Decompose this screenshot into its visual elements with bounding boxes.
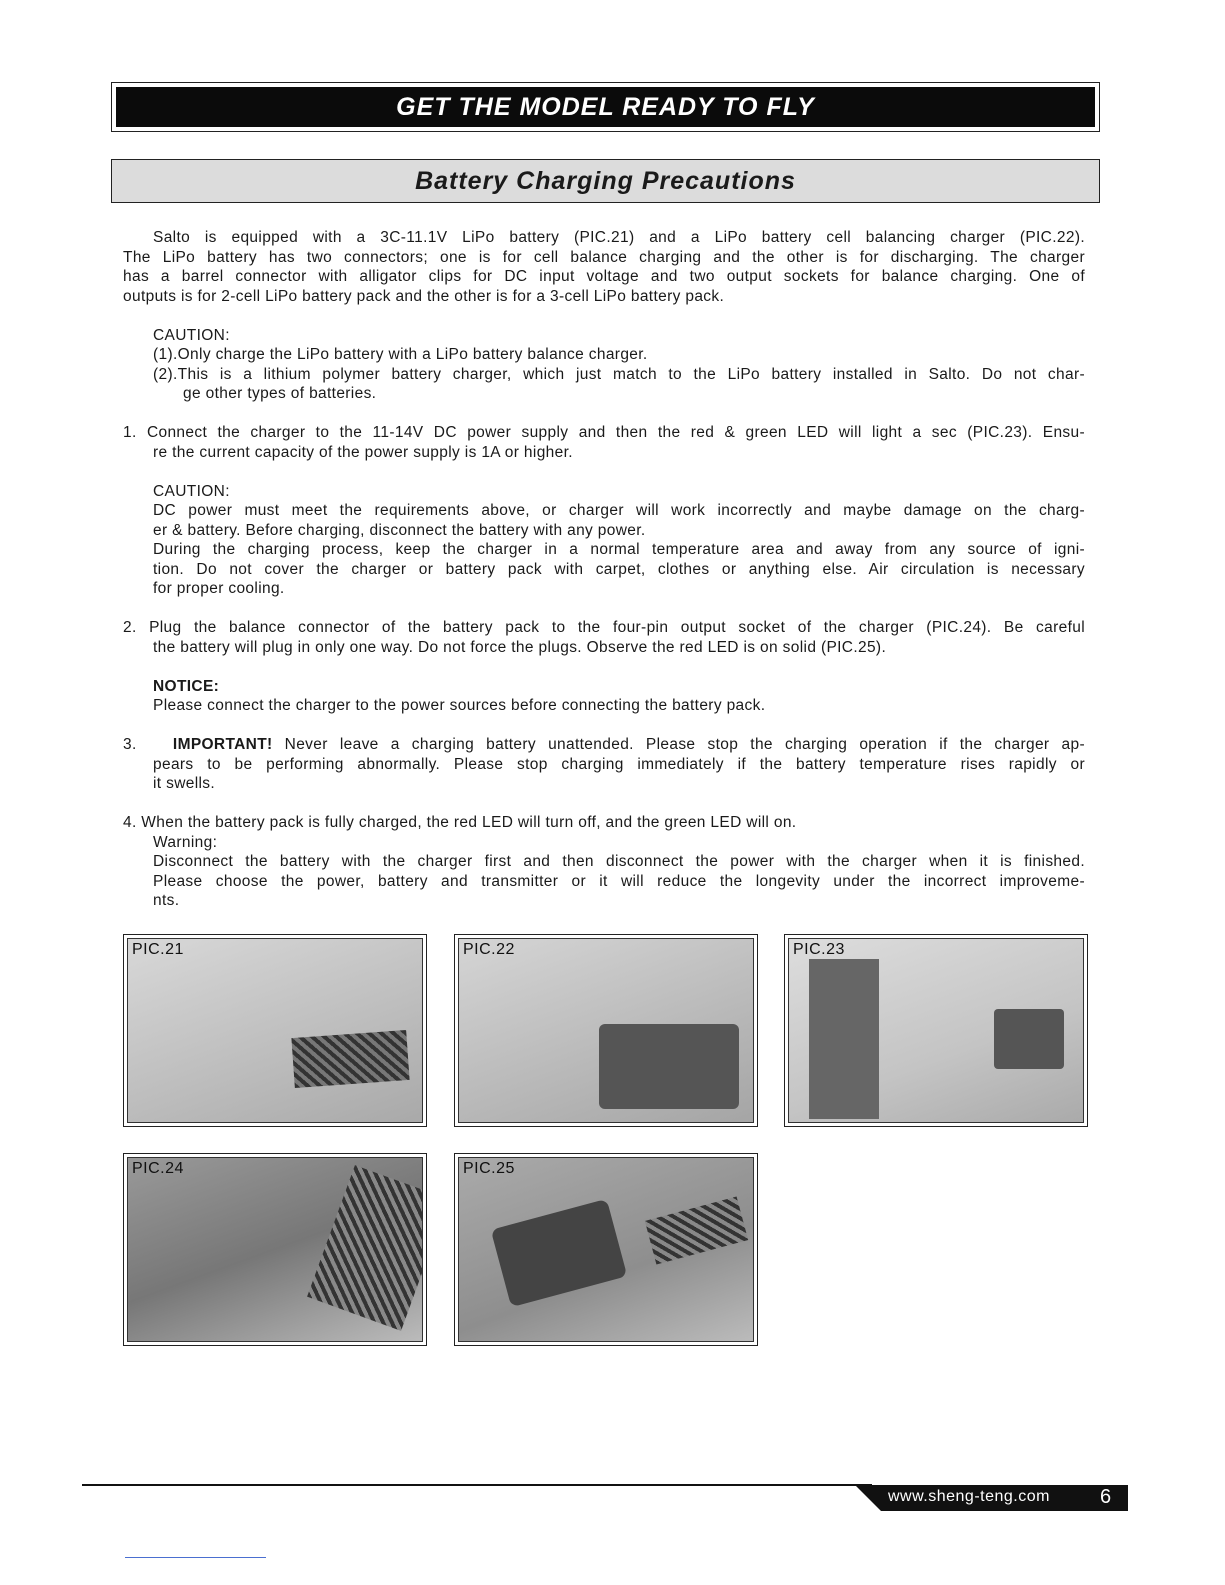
charger-image xyxy=(599,1024,739,1109)
section-title: Battery Charging Precautions xyxy=(415,166,796,195)
footer-rule xyxy=(82,1484,872,1486)
chapter-title: GET THE MODEL READY TO FLY xyxy=(396,92,815,121)
text-line xyxy=(153,326,1085,346)
picture-label: PIC.23 xyxy=(793,941,845,958)
line-text: (2).This is a lithium polymer battery charger, which just match to the LiPo battery installed in Salto. Do not char- xyxy=(153,365,1085,383)
line-text: The LiPo battery has two connectors; one is for cell balance charging and the other is for discharging. The charger xyxy=(123,248,1085,266)
text-line xyxy=(153,540,1085,560)
picture-charger xyxy=(454,934,758,1127)
line-text: ge other types of batteries. xyxy=(183,385,377,402)
body-text xyxy=(123,228,1085,911)
text-line xyxy=(153,833,1085,853)
text-line xyxy=(153,579,1085,599)
line-text: Salto is equipped with a 3C-11.1V LiPo battery (PIC.21) and a LiPo battery cell balancing charger (PIC.22). xyxy=(153,229,1085,246)
line-text: nts. xyxy=(153,892,180,909)
blank-line xyxy=(123,657,1085,677)
line-text: (1).Only charge the LiPo battery with a LiPo battery balance charger. xyxy=(153,346,648,363)
text-line xyxy=(153,891,1085,911)
text-line xyxy=(153,872,1085,892)
text-line xyxy=(123,423,1085,443)
text-line xyxy=(153,560,1085,580)
blank-line xyxy=(123,794,1085,814)
picture-battery xyxy=(123,934,427,1127)
text-line xyxy=(153,521,1085,541)
line-text: 4. When the battery pack is fully charged, the red LED will turn off, and the green LED will on. xyxy=(123,814,797,831)
picture-label: PIC.22 xyxy=(463,941,515,958)
battery-image xyxy=(307,1165,423,1331)
chapter-header xyxy=(111,82,1100,132)
text-line xyxy=(153,345,1085,365)
blank-line xyxy=(123,599,1085,619)
line-text: CAUTION: xyxy=(153,482,230,500)
picture-label: PIC.24 xyxy=(132,1160,184,1177)
blank-line xyxy=(123,462,1085,482)
power-supply-image xyxy=(809,959,879,1119)
picture-charging xyxy=(454,1153,758,1346)
text-line xyxy=(153,638,1085,658)
text-line xyxy=(153,677,1085,697)
page-number: 6 xyxy=(1100,1486,1112,1508)
list-number: 3. xyxy=(123,736,173,753)
divider xyxy=(125,1557,266,1558)
text-line xyxy=(153,482,1085,502)
blank-line xyxy=(123,306,1085,326)
line-text: Disconnect the battery with the charger first and then disconnect the power with the charger when it is finished. xyxy=(153,853,1085,870)
text-line xyxy=(153,443,1085,463)
text-line xyxy=(153,501,1085,521)
picture-label: PIC.21 xyxy=(132,941,184,958)
text-line xyxy=(123,813,1085,833)
line-text: 2. Plug the balance connector of the battery pack to the four-pin output socket of the charger (PIC.24). Be careful xyxy=(123,619,1085,636)
text-line xyxy=(153,755,1085,775)
picture-power-supply xyxy=(784,934,1088,1127)
line-text: the battery will plug in only one way. Do not force the plugs. Observe the red LED is on solid (PIC.25). xyxy=(153,638,887,656)
line-text: it swells. xyxy=(153,775,216,792)
line-text: for proper cooling. xyxy=(153,580,285,597)
text-line xyxy=(153,852,1085,872)
footer-url: www.sheng-teng.com xyxy=(888,1488,1050,1505)
picture-balance-connector xyxy=(123,1153,427,1346)
text-line xyxy=(123,248,1085,268)
blank-line xyxy=(123,404,1085,424)
charger-image xyxy=(491,1199,628,1307)
line-text: er & battery. Before charging, disconnect the battery with any power. xyxy=(153,521,646,539)
text-line xyxy=(123,735,1085,755)
picture-label: PIC.25 xyxy=(463,1160,515,1177)
text-line xyxy=(153,365,1085,385)
blank-line xyxy=(123,716,1085,736)
text-line xyxy=(123,618,1085,638)
battery-image xyxy=(291,1030,409,1088)
text-line xyxy=(183,384,1085,404)
text-line xyxy=(123,287,1085,307)
line-text: has a barrel connector with alligator clips for DC input voltage and two output sockets for balance charging. One of xyxy=(123,268,1085,285)
charger-image xyxy=(994,1009,1064,1069)
emphasis-label: IMPORTANT! xyxy=(172,736,273,753)
text-line xyxy=(123,267,1085,287)
line-text: re the current capacity of the power supply is 1A or higher. xyxy=(153,443,573,461)
line-text: pears to be performing abnormally. Please stop charging immediately if the battery temperature rises rapidly or xyxy=(153,755,1085,773)
line-text: Please choose the power, battery and transmitter or it will reduce the longevity under the incorrect improveme- xyxy=(153,872,1085,890)
emphasis-label: NOTICE: xyxy=(153,677,220,695)
line-text: Warning: xyxy=(153,833,218,851)
line-text: Never leave a charging battery unattended. Please stop the charging operation if the charger ap- xyxy=(272,736,1085,753)
line-text: During the charging process, keep the charger in a normal temperature area and away from any source of igni- xyxy=(153,541,1085,558)
line-text: Please connect the charger to the power sources before connecting the battery pack. xyxy=(153,697,766,714)
section-header xyxy=(111,159,1100,203)
text-line xyxy=(153,696,1085,716)
line-text: DC power must meet the requirements above, or charger will work incorrectly and maybe damage on the charg- xyxy=(153,502,1085,519)
line-text: tion. Do not cover the charger or battery pack with carpet, clothes or anything else. Air circulation is necessary xyxy=(153,560,1085,578)
text-line xyxy=(153,774,1085,794)
line-text: 1. Connect the charger to the 11-14V DC power supply and then the red & green LED will light a sec (PIC.23). Ensu- xyxy=(123,424,1085,441)
text-line xyxy=(153,228,1085,248)
battery-image xyxy=(645,1196,748,1264)
line-text: CAUTION: xyxy=(153,326,230,344)
line-text: outputs is for 2-cell LiPo battery pack and the other is for a 3-cell LiPo battery pack. xyxy=(123,287,725,305)
